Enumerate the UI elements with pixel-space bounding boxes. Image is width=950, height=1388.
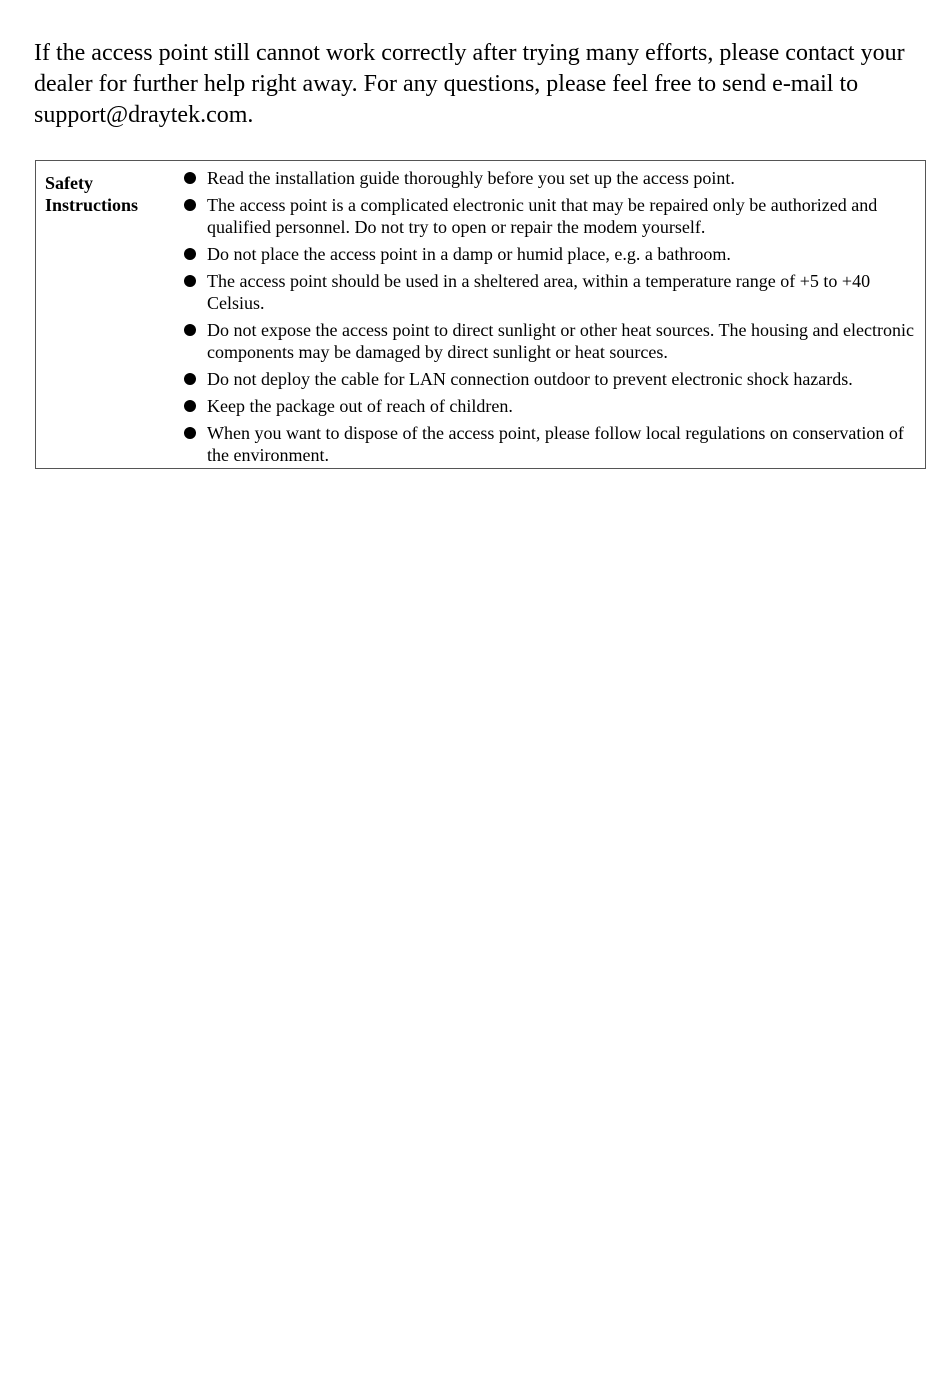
safety-item-text: The access point should be used in a sheltered area, within a temperature range of +5 to +40 Celsius. bbox=[207, 271, 871, 313]
bullet-icon bbox=[184, 172, 196, 184]
safety-heading bbox=[45, 172, 165, 216]
intro-paragraph: If the access point still cannot work correctly after trying many efforts, please contact your dealer for further help right away. For any questions, please feel free to send e-mail to support@draytek.com. bbox=[34, 40, 905, 128]
bullet-icon bbox=[184, 324, 196, 336]
safety-item bbox=[182, 422, 922, 466]
safety-item bbox=[182, 368, 922, 390]
safety-heading-line2: Instructions bbox=[45, 195, 139, 215]
safety-item-text: Do not deploy the cable for LAN connection outdoor to prevent electronic shock hazards. bbox=[207, 369, 853, 389]
bullet-icon bbox=[184, 248, 196, 260]
bullet-icon bbox=[184, 427, 196, 439]
safety-item-text: When you want to dispose of the access point, please follow local regulations on conservation of the environment. bbox=[207, 423, 904, 465]
safety-item-text: Do not expose the access point to direct sunlight or other heat sources. The housing and electronic components may be damaged by direct sunlight or heat sources. bbox=[207, 320, 914, 362]
safety-item bbox=[182, 270, 922, 314]
safety-item-text: Read the installation guide thoroughly before you set up the access point. bbox=[207, 168, 735, 188]
safety-heading-line1: Safety bbox=[45, 173, 93, 193]
safety-item-text: Do not place the access point in a damp or humid place, e.g. a bathroom. bbox=[207, 244, 731, 264]
safety-list bbox=[182, 167, 922, 471]
safety-item bbox=[182, 194, 922, 238]
bullet-icon bbox=[184, 199, 196, 211]
safety-item bbox=[182, 319, 922, 363]
safety-item bbox=[182, 167, 922, 189]
safety-item bbox=[182, 395, 922, 417]
safety-item-text: The access point is a complicated electronic unit that may be repaired only be authorized and qualified personnel. Do not try to open or repair the modem yourself. bbox=[207, 195, 878, 237]
safety-instructions-table bbox=[35, 160, 926, 469]
safety-item bbox=[182, 243, 922, 265]
bullet-icon bbox=[184, 373, 196, 385]
safety-item-text: Keep the package out of reach of children. bbox=[207, 396, 513, 416]
bullet-icon bbox=[184, 275, 196, 287]
bullet-icon bbox=[184, 400, 196, 412]
